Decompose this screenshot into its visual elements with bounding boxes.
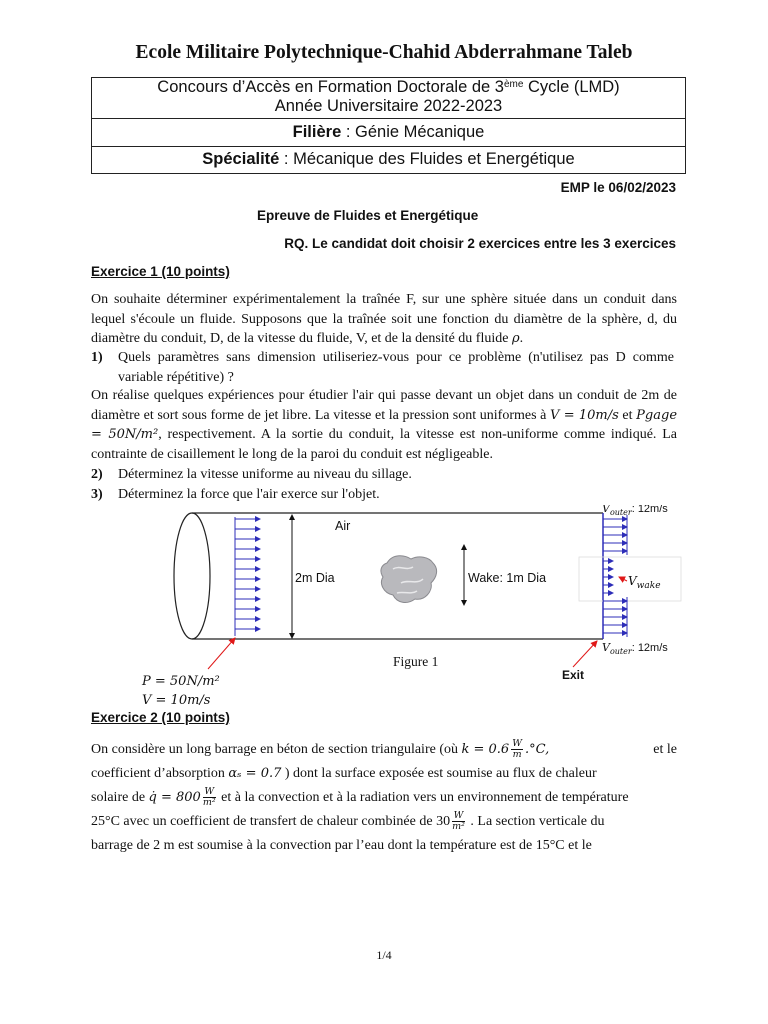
specialite-label: Spécialité — [202, 150, 280, 168]
q3-number: 3) — [91, 487, 103, 502]
q2-text: Déterminez la vitesse uniforme au niveau du sillage. — [118, 467, 412, 482]
h-unit-fraction — [452, 811, 465, 832]
k-num: W — [512, 738, 522, 750]
ex2-l1-b: et le — [653, 742, 677, 757]
ex2-line-5: barrage de 2 m est soumise à la convection par l’eau dont la température est de 15°C et le — [91, 838, 592, 853]
wake-diameter-label: Wake: 1m Dia — [468, 571, 547, 585]
exercise-2-text — [91, 738, 677, 858]
concours-sup: ème — [503, 79, 524, 90]
question-1 — [91, 348, 677, 387]
q3-text: Déterminez la force que l'air exerce sur l'objet. — [118, 487, 380, 502]
ex2-l4-a: 25°C avec un coefficient de transfert de chaleur combinée de 30 — [91, 814, 451, 829]
ex2-l4-b: . La section verticale du — [466, 814, 605, 829]
ex2-line-2 — [91, 762, 677, 786]
h-num: W — [453, 810, 464, 822]
specialite-value: : Mécanique des Fluides et Energétique — [279, 150, 575, 168]
inlet-pressure-label: P = 50N/m² — [142, 674, 220, 689]
intro-text: On souhaite déterminer expérimentalement la traînée F, sur une sphère située dans un conduit dans lequel s'écoule un fluide. Supposons que la traînée soit une fonction du diamètre de la sphère, d, du diamètre du conduit, D, de la vitesse du fluide, V, et de la densité du fluide — [91, 292, 677, 346]
epreuve-title: Epreuve de Fluides et Energétique — [257, 208, 479, 223]
ex2-l1-a: On considère un long barrage en béton de section triangulaire (où — [91, 742, 462, 757]
concours-text: Concours d’Accès en Formation Doctorale de 3 — [157, 78, 504, 96]
filiere-label: Filière — [292, 123, 342, 141]
rho-symbol: ρ — [511, 331, 520, 346]
alpha-value: αₛ = 0.7 — [228, 766, 282, 781]
figure-caption: Figure 1 — [393, 654, 439, 669]
question-3 — [91, 485, 677, 505]
concours-row — [92, 78, 685, 118]
filiere-row — [92, 118, 685, 146]
ex2-l2-a: coefficient d’absorption — [91, 766, 229, 781]
k-value: k = 0.6 — [461, 742, 510, 757]
q-value: q̇ = 800 — [148, 790, 201, 805]
velocity-value: V = 10m/s — [550, 407, 619, 423]
ex2-line-4 — [91, 810, 677, 834]
duct-diameter-label: 2m Dia — [295, 571, 335, 585]
q2-number: 2) — [91, 467, 103, 482]
remark: RQ. Le candidat doit choisir 2 exercices entre les 3 exercices — [284, 236, 676, 251]
pressure-value: Pgage = 50N/m² — [91, 407, 678, 442]
school-title: Ecole Militaire Polytechnique-Chahid Abderrahmane Taleb — [135, 42, 633, 63]
exercise-1-title: Exercice 1 (10 points) — [91, 264, 230, 279]
k-den: m — [512, 749, 522, 761]
para2-text-c: , respectivement. A la sortie du conduit, la vitesse est non-uniforme comme indiqué. La contrainte de cisaillement le long de la paroi du conduit est négligeable. — [91, 427, 677, 462]
page-number: 1/4 — [376, 948, 392, 962]
specialite-row — [92, 146, 685, 173]
exercise-2-title: Exercice 2 (10 points) — [91, 710, 230, 725]
figure-1-duct-diagram — [135, 505, 691, 705]
k-unit-fraction — [511, 739, 523, 760]
exam-date: EMP le 06/02/2023 — [560, 180, 676, 195]
ex2-line-3 — [91, 786, 677, 810]
annee-text: Année Universitaire 2022-2023 — [274, 97, 503, 115]
v-outer-top-label: $V_{outer}$: 12m/s — [602, 505, 668, 517]
exit-label: Exit — [562, 668, 585, 682]
para2-text-b: et — [618, 407, 637, 423]
h-den: m² — [452, 821, 465, 833]
filiere-value: : Génie Mécanique — [341, 123, 485, 141]
header-table — [91, 77, 686, 174]
ex2-l3-a: solaire de — [91, 790, 149, 805]
exercise-1-intro: On souhaite déterminer expérimentalement la traînée F, sur une sphère située dans un conduit dans lequel s'écoule un fluide. Supposons que la traînée soit une fonction du diamètre de la sphère, d, du diamètre du conduit, D, de la vitesse du fluide, V, et de la densité du fluide ρ. — [91, 292, 677, 346]
exercise-1-para2 — [91, 386, 677, 464]
q1-number: 1) — [91, 350, 103, 365]
k-unit: .°C, — [524, 742, 550, 757]
v-wake-label: $V_{wake}$ — [628, 574, 661, 591]
para2-text-a: On réalise quelques expériences pour étudier l'air qui passe devant un objet dans un conduit de 2m de diamètre et sort sous forme de jet libre. La vitesse et la pression sont uniformes à — [91, 388, 677, 423]
inlet-velocity-label: V = 10m/s — [142, 693, 211, 705]
v-outer-bottom-label: $V_{outer}$: 12m/s — [602, 641, 668, 656]
q-den: m² — [202, 797, 216, 809]
air-label: Air — [335, 519, 351, 533]
question-2 — [91, 465, 677, 485]
q1-text: Quels paramètres sans dimension utiliseriez-vous pour ce problème (n'utilisez pas D comme variable répétitive) ? — [118, 350, 674, 385]
q-unit-fraction — [203, 787, 216, 808]
ex2-l2-b: ) dont la surface exposée est soumise au flux de chaleur — [281, 766, 597, 781]
concours-cycle: Cycle (LMD) — [523, 78, 620, 96]
ex2-line-1 — [91, 738, 677, 762]
ex2-l3-b: et à la convection et à la radiation vers un environnement de température — [217, 790, 629, 805]
q-num: W — [204, 786, 215, 798]
